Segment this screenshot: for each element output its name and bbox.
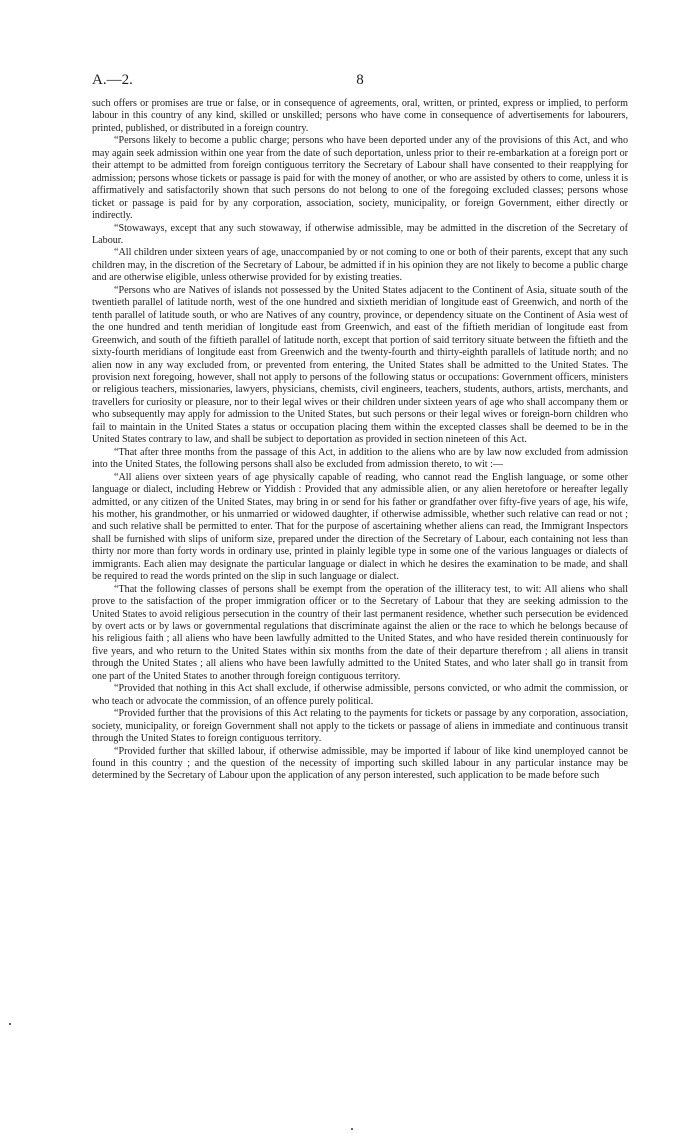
paragraph: “That the following classes of persons shall be exempt from the operation of the illiteracy test, to wit: All aliens who shall prove to the satisfaction of the proper immigration officer or to the Secretary of Labour that they are seeking admission to the United States to avoid religious persecution in the country of their last permanent residence, whether such persecution be evidenced by overt acts or by laws or governmental regulations that discriminate against the alien or the race to which he belongs because of his religious faith ; all aliens who have been lawfully admitted to the United States, and who have resided therein continuously for five years, and who return to the United States within six months from the date of their departure therefrom ; all aliens in transit through the United States ; all aliens who have been lawfully admitted to the United States, and who later shall go in transit from one part of the United States to another through foreign contiguous territory.: [92, 583, 628, 682]
print-speck: [351, 1128, 353, 1130]
document-reference: A.—2.: [92, 72, 133, 88]
print-speck: [9, 1023, 11, 1025]
paragraph: “Persons likely to become a public charge; persons who have been deported under any of the provisions of this Act, and who may again seek admission within one year from the date of such deportation, unless prior to their re-embarkation at a foreign port or their attempt to be admitted from foreign contiguous territory the Secretary of Labour shall have consented to their reapplying for admission; persons whose tickets or passage is paid for with the money of another, or who are assisted by others to come, unless it is affirmatively and satisfactorily shown that such persons do not belong to one of the foregoing excluded classes; persons whose ticket or passage is paid for by any corporation, association, society, municipality, or foreign Government, either directly or indirectly.: [92, 135, 628, 222]
page-header: [92, 72, 628, 94]
paragraph: “Provided further that the provisions of this Act relating to the payments for tickets or passage by any corporation, association, society, municipality, or foreign Government shall not apply to the tickets or passage of aliens in immediate and continuous transit through the United States to foreign contiguous territory.: [92, 708, 628, 745]
paragraph: “Provided further that skilled labour, if otherwise admissible, may be imported if labour of like kind unemployed cannot be found in this country ; and the question of the necessity of importing such skilled labour in any particular instance may be determined by the Secretary of Labour upon the application of any person interested, such application to be made before such: [92, 745, 628, 782]
paragraph: “Stowaways, except that any such stowaway, if otherwise admissible, may be admitted in the discretion of the Secretary of Labour.: [92, 222, 628, 246]
paragraph: “All aliens over sixteen years of age physically capable of reading, who cannot read the English language, or some other language or dialect, including Hebrew or Yiddish : Provided that any admissible alien, or any alien heretofore or hereafter legally admitted, or any citizen of the United States, may bring in or send for his father or grandfather over fifty-five years of age, his wife, his mother, his grandmother, or his unmarried or widowed daughter, if otherwise admissible, whether such relative can read or not ; and such relative shall be permitted to enter. That for the purpose of ascertaining whether aliens can read, the Immigrant Inspectors shall be furnished with slips of uniform size, prepared under the direction of the Secretary of Labour, each containing not less than thirty nor more than forty words in ordinary use, printed in plainly legible type in some one of the various languages or dialects of immigrants. Each alien may designate the particular language or dialect in which he desires the examination to be made, and shall be required to read the words printed on the slip in such language or dialect.: [92, 471, 628, 583]
page-number: 8: [356, 72, 364, 88]
paragraph: “That after three months from the passage of this Act, in addition to the aliens who are by law now excluded from admission into the United States, the following persons shall also be excluded from admission thereto, to wit :—: [92, 446, 628, 471]
paragraph: such offers or promises are true or false, or in consequence of agreements, oral, written, or printed, express or implied, to perform labour in this country of any kind, skilled or unskilled; persons who have come in consequence of advertisements for labourers, printed, published, or distributed in a foreign country.: [92, 98, 628, 134]
paragraph: “Provided that nothing in this Act shall exclude, if otherwise admissible, persons convicted, or who admit the commission, or who teach or advocate the commission, of an offence purely political.: [92, 683, 628, 707]
body-text: [92, 98, 628, 783]
paragraph: “All children under sixteen years of age, unaccompanied by or not coming to one or both of their parents, except that any such children may, in the discretion of the Secretary of Labour, be admitted if in his opinion they are not likely to become a public charge and are otherwise eligible, unless otherwise provided for by existing treaties.: [92, 247, 628, 284]
paragraph: “Persons who are Natives of islands not possessed by the United States adjacent to the Continent of Asia, situate south of the twentieth parallel of latitude north, west of the one hundred and sixtieth meridian of longitude east of Greenwich, and north of the tenth parallel of latitude south, or who are Natives of any country, province, or dependency situate on the Continent of Asia west of the one hundred and tenth meridian of longitude east from Greenwich, and east of the fiftieth meridian of longitude east from Greenwich, and south of the fiftieth parallel of latitude north, except that portion of said territory situate between the fiftieth and the sixty-fourth meridians of longitude east from Greenwich and the twenty-fourth and thirty-eighth parallels of latitude north; and no alien now in any way excluded from, or prevented from entering, the United States shall be admitted to the United States. The provision next foregoing, however, shall not apply to persons of the following status or occupations: Government officers, ministers or religious teachers, missionaries, lawyers, physicians, chemists, civil engineers, teachers, students, authors, artists, merchants, and travellers for curiosity or pleasure, nor to their legal wives or their children under sixteen years of age who shall accompany them or who subsequently may apply for admission to the United States, but such persons or their legal wives or foreign-born children who fail to maintain in the United States a status or occupation placing them within the excepted classes shall be deemed to be in the United States contrary to law, and shall be subject to deportation as provided in section nineteen of this Act.: [92, 284, 628, 446]
